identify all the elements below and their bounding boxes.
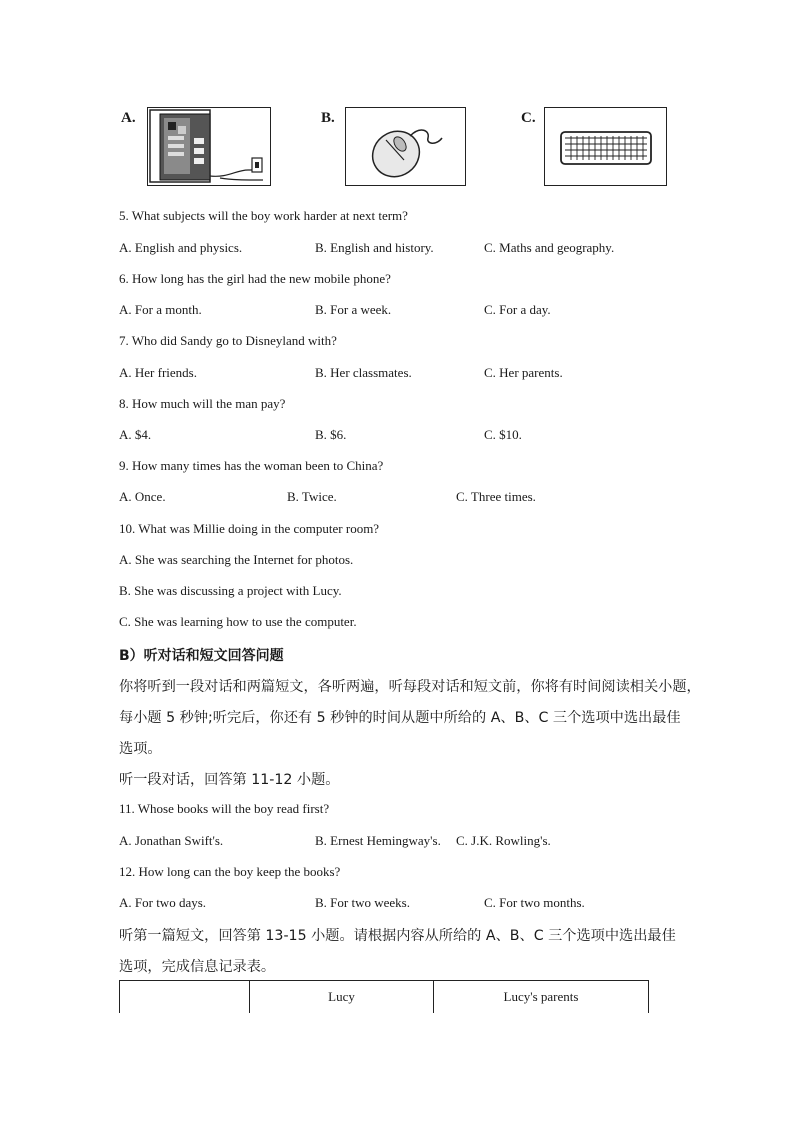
dialogue-instruction: 听一段对话，回答第 11-12 小题。 [119,772,340,788]
question-6: 6. How long has the girl had the new mobile phone? [119,271,391,286]
q6-option-a: A. For a month. [119,302,202,317]
q9-option-c: C. Three times. [456,489,536,504]
passage-instruction-line-2: 选项，完成信息记录表。 [119,959,276,975]
q11-option-b: B. Ernest Hemingway's. [315,833,441,848]
q9-option-a: A. Once. [119,489,166,504]
q6-option-b: B. For a week. [315,302,392,317]
question-7: 7. Who did Sandy go to Disneyland with? [119,333,337,348]
q9-option-b: B. Twice. [287,489,337,504]
q12-option-a: A. For two days. [119,895,207,910]
q7-option-a: A. Her friends. [119,365,197,380]
picture-a-box [147,107,271,186]
table-header-lucys-parents: Lucy's parents [434,981,649,1014]
q8-option-c: C. $10. [484,427,522,442]
table-header-row [120,981,649,1014]
picture-label-b: B. [321,110,335,126]
info-record-table [119,980,649,1013]
q7-option-c: C. Her parents. [484,365,563,380]
keyboard-icon [545,108,665,184]
picture-label-a: A. [121,110,136,126]
question-5: 5. What subjects will the boy work harder at next term? [119,208,408,223]
q10-option-c: C. She was learning how to use the computer. [119,614,357,629]
q7-option-b: B. Her classmates. [315,365,412,380]
q10-option-a: A. She was searching the Internet for photos. [119,552,354,567]
picture-c-box [544,107,667,186]
q5-option-a: A. English and physics. [119,240,243,255]
q5-option-b: B. English and history. [315,240,434,255]
q8-option-a: A. $4. [119,427,152,442]
picture-b-box [345,107,466,186]
table-header-lucy: Lucy [250,981,434,1014]
section-b-intro-line-1: 你将听到一段对话和两篇短文，各听两遍，听每段对话和短文前，你将有时间阅读相关小题， [119,679,701,695]
question-12: 12. How long can the boy keep the books? [119,864,341,879]
computer-tower-icon [148,108,269,184]
passage-instruction-line-1: 听第一篇短文，回答第 13-15 小题。请根据内容从所给的 A、B、C 三个选项中选出最佳 [119,928,676,944]
question-9: 9. How many times has the woman been to China? [119,458,384,473]
q11-option-a: A. Jonathan Swift's. [119,833,224,848]
q6-option-c: C. For a day. [484,302,551,317]
section-b-intro-line-3: 选项。 [119,741,162,757]
q8-option-b: B. $6. [315,427,347,442]
q12-option-c: C. For two months. [484,895,585,910]
question-8: 8. How much will the man pay? [119,396,286,411]
picture-label-c: C. [521,110,536,126]
section-b-heading: B）听对话和短文回答问题 [119,648,284,664]
q11-option-c: C. J.K. Rowling's. [456,833,551,848]
mouse-icon [346,108,464,184]
table-header-empty [120,981,250,1014]
q10-option-b: B. She was discussing a project with Lucy. [119,583,342,598]
section-b-intro-line-2: 每小题 5 秒钟;听完后，你还有 5 秒钟的时间从题中所给的 A、B、C 三个选项中选出最佳 [119,710,681,726]
q12-option-b: B. For two weeks. [315,895,410,910]
q5-option-c: C. Maths and geography. [484,240,615,255]
question-10: 10. What was Millie doing in the computer room? [119,521,380,536]
question-11: 11. Whose books will the boy read first? [119,801,330,816]
